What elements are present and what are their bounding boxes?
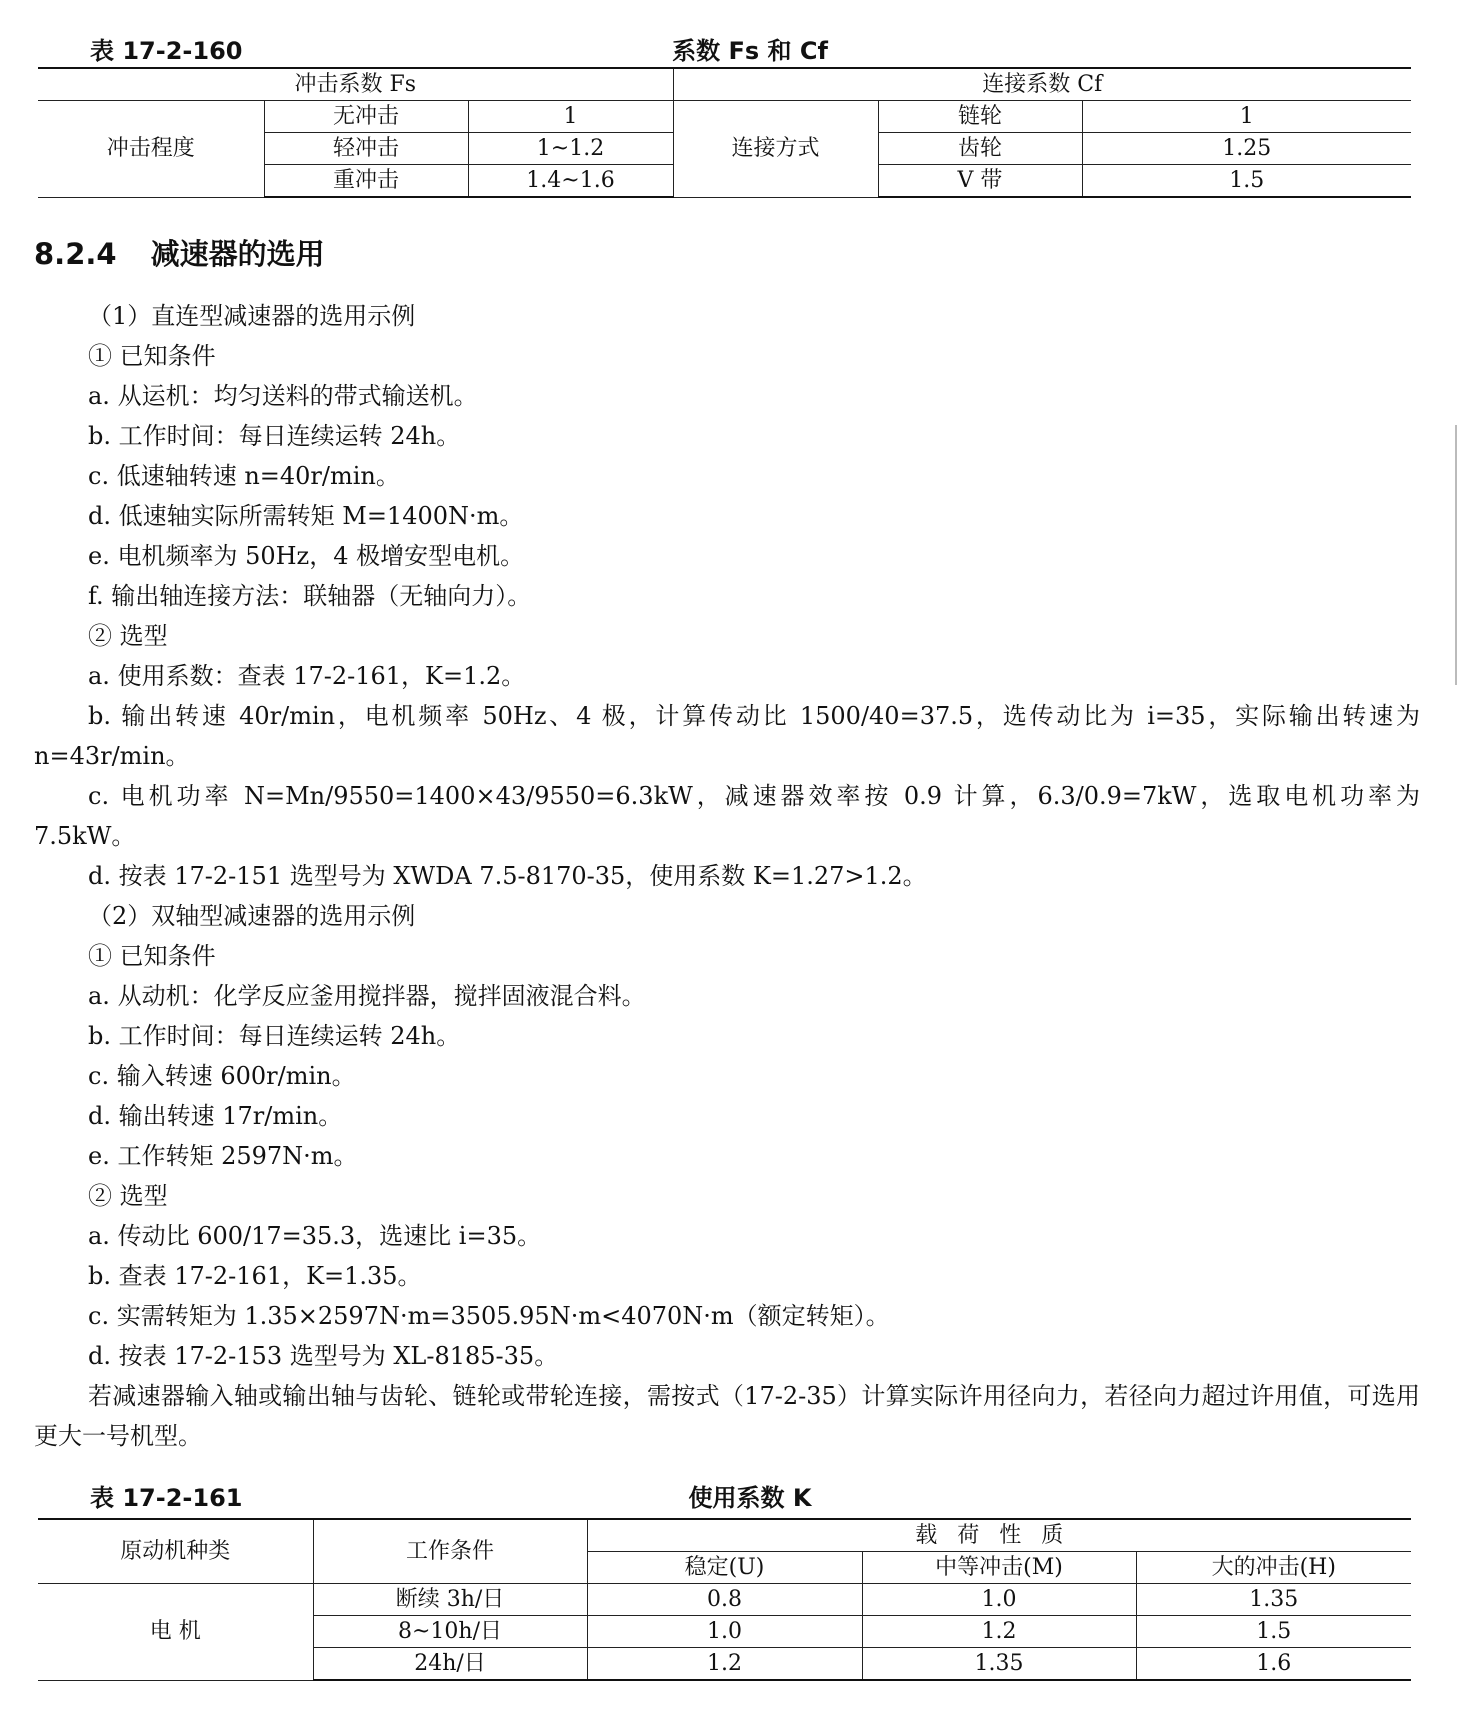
impact-type-cell: 无冲击 bbox=[264, 101, 468, 133]
connection-type-cell: 齿轮 bbox=[878, 133, 1082, 165]
text-line: ② 选型 bbox=[88, 1182, 168, 1210]
factor-cell: 1.5 bbox=[1136, 1616, 1411, 1648]
text-line: ① 已知条件 bbox=[88, 342, 216, 370]
factor-cell: 0.8 bbox=[587, 1584, 862, 1616]
body-text bbox=[34, 296, 1420, 1456]
text-line: a. 使用系数：查表 17-2-161，K=1.2。 bbox=[88, 662, 526, 690]
connection-method-label: 连接方式 bbox=[673, 101, 878, 198]
load-type-header: 大的冲击(H) bbox=[1136, 1552, 1411, 1584]
text-line: a. 从运机：均匀送料的带式输送机。 bbox=[88, 382, 478, 410]
text-line: f. 输出轴连接方法：联轴器（无轴向力）。 bbox=[88, 582, 532, 610]
text-line: d. 按表 17-2-153 选型号为 XL-8185-35。 bbox=[88, 1342, 559, 1370]
condition-cell: 24h/日 bbox=[313, 1648, 587, 1681]
connection-type-cell: 链轮 bbox=[878, 101, 1082, 133]
connection-coefficient-header: 连接系数 Cf bbox=[673, 68, 1411, 101]
cf-value-cell: 1.5 bbox=[1082, 165, 1411, 198]
text-line: （1）直连型减速器的选用示例 bbox=[88, 302, 416, 330]
factor-cell: 1.35 bbox=[862, 1648, 1136, 1681]
coefficient-table bbox=[38, 67, 1411, 198]
text-line: b. 查表 17-2-161，K=1.35。 bbox=[88, 1262, 422, 1290]
table1-caption bbox=[90, 31, 1410, 65]
fs-value-cell: 1.4~1.6 bbox=[468, 165, 673, 198]
text-line: （2）双轴型减速器的选用示例 bbox=[88, 902, 416, 930]
motor-type-header: 原动机种类 bbox=[38, 1519, 313, 1584]
text-line: c. 实需转矩为 1.35×2597N·m=3505.95N·m<4070N·m（额定转矩）。 bbox=[88, 1302, 890, 1330]
load-type-header: 中等冲击(M) bbox=[862, 1552, 1136, 1584]
fs-value-cell: 1 bbox=[468, 101, 673, 133]
text-line: a. 传动比 600/17=35.3，选速比 i=35。 bbox=[88, 1222, 542, 1250]
section-heading bbox=[34, 232, 325, 273]
fs-value-cell: 1~1.2 bbox=[468, 133, 673, 165]
text-line: d. 输出转速 17r/min。 bbox=[88, 1102, 343, 1130]
condition-cell: 断续 3h/日 bbox=[313, 1584, 587, 1616]
factor-cell: 1.2 bbox=[862, 1616, 1136, 1648]
impact-level-label: 冲击程度 bbox=[38, 101, 264, 198]
text-line: d. 按表 17-2-151 选型号为 XWDA 7.5-8170-35，使用系数 K=1.27>1.2。 bbox=[88, 862, 927, 890]
table2-number: 表 17-2-161 bbox=[90, 1484, 243, 1512]
connection-type-cell: V 带 bbox=[878, 165, 1082, 198]
condition-cell: 8~10h/日 bbox=[313, 1616, 587, 1648]
text-line: c. 输入转速 600r/min。 bbox=[88, 1062, 356, 1090]
table1-number: 表 17-2-160 bbox=[90, 37, 243, 65]
text-line: b. 工作时间：每日连续运转 24h。 bbox=[88, 422, 461, 450]
load-type-header: 稳定(U) bbox=[587, 1552, 862, 1584]
text-paragraph: 若减速器输入轴或输出轴与齿轮、链轮或带轮连接，需按式（17-2-35）计算实际许用径向力，若径向力超过许用值，可选用更大一号机型。 bbox=[34, 1382, 1420, 1450]
table2-title: 使用系数 K bbox=[688, 1484, 812, 1512]
text-line: ① 已知条件 bbox=[88, 942, 216, 970]
cf-value-cell: 1 bbox=[1082, 101, 1411, 133]
text-line: e. 工作转矩 2597N·m。 bbox=[88, 1142, 358, 1170]
text-line: e. 电机频率为 50Hz，4 极增安型电机。 bbox=[88, 542, 525, 570]
text-line: ② 选型 bbox=[88, 622, 168, 650]
text-paragraph: c. 电机功率 N=Mn/9550=1400×43/9550=6.3kW，减速器效率按 0.9 计算，6.3/0.9=7kW，选取电机功率为 7.5kW。 bbox=[34, 782, 1420, 850]
service-factor-table bbox=[38, 1518, 1411, 1681]
text-line: a. 从动机：化学反应釜用搅拌器，搅拌固液混合料。 bbox=[88, 982, 646, 1010]
working-condition-header: 工作条件 bbox=[313, 1519, 587, 1584]
table2-caption bbox=[90, 1478, 1410, 1512]
impact-coefficient-header: 冲击系数 Fs bbox=[38, 68, 673, 101]
factor-cell: 1.0 bbox=[587, 1616, 862, 1648]
factor-cell: 1.0 bbox=[862, 1584, 1136, 1616]
motor-cell: 电 机 bbox=[38, 1584, 313, 1681]
load-nature-header: 载荷性质 bbox=[587, 1519, 1411, 1552]
factor-cell: 1.2 bbox=[587, 1648, 862, 1681]
section-number: 8.2.4 bbox=[34, 237, 117, 271]
text-line: c. 低速轴转速 n=40r/min。 bbox=[88, 462, 400, 490]
factor-cell: 1.35 bbox=[1136, 1584, 1411, 1616]
impact-type-cell: 重冲击 bbox=[264, 165, 468, 198]
table1-title: 系数 Fs 和 Cf bbox=[672, 37, 828, 65]
impact-type-cell: 轻冲击 bbox=[264, 133, 468, 165]
text-line: d. 低速轴实际所需转矩 M=1400N·m。 bbox=[88, 502, 524, 530]
text-line: b. 工作时间：每日连续运转 24h。 bbox=[88, 1022, 461, 1050]
text-paragraph: b. 输出转速 40r/min，电机频率 50Hz、4 极，计算传动比 1500/40=37.5，选传动比为 i=35，实际输出转速为 n=43r/min。 bbox=[34, 702, 1420, 770]
section-title: 减速器的选用 bbox=[150, 237, 325, 271]
factor-cell: 1.6 bbox=[1136, 1648, 1411, 1681]
cf-value-cell: 1.25 bbox=[1082, 133, 1411, 165]
